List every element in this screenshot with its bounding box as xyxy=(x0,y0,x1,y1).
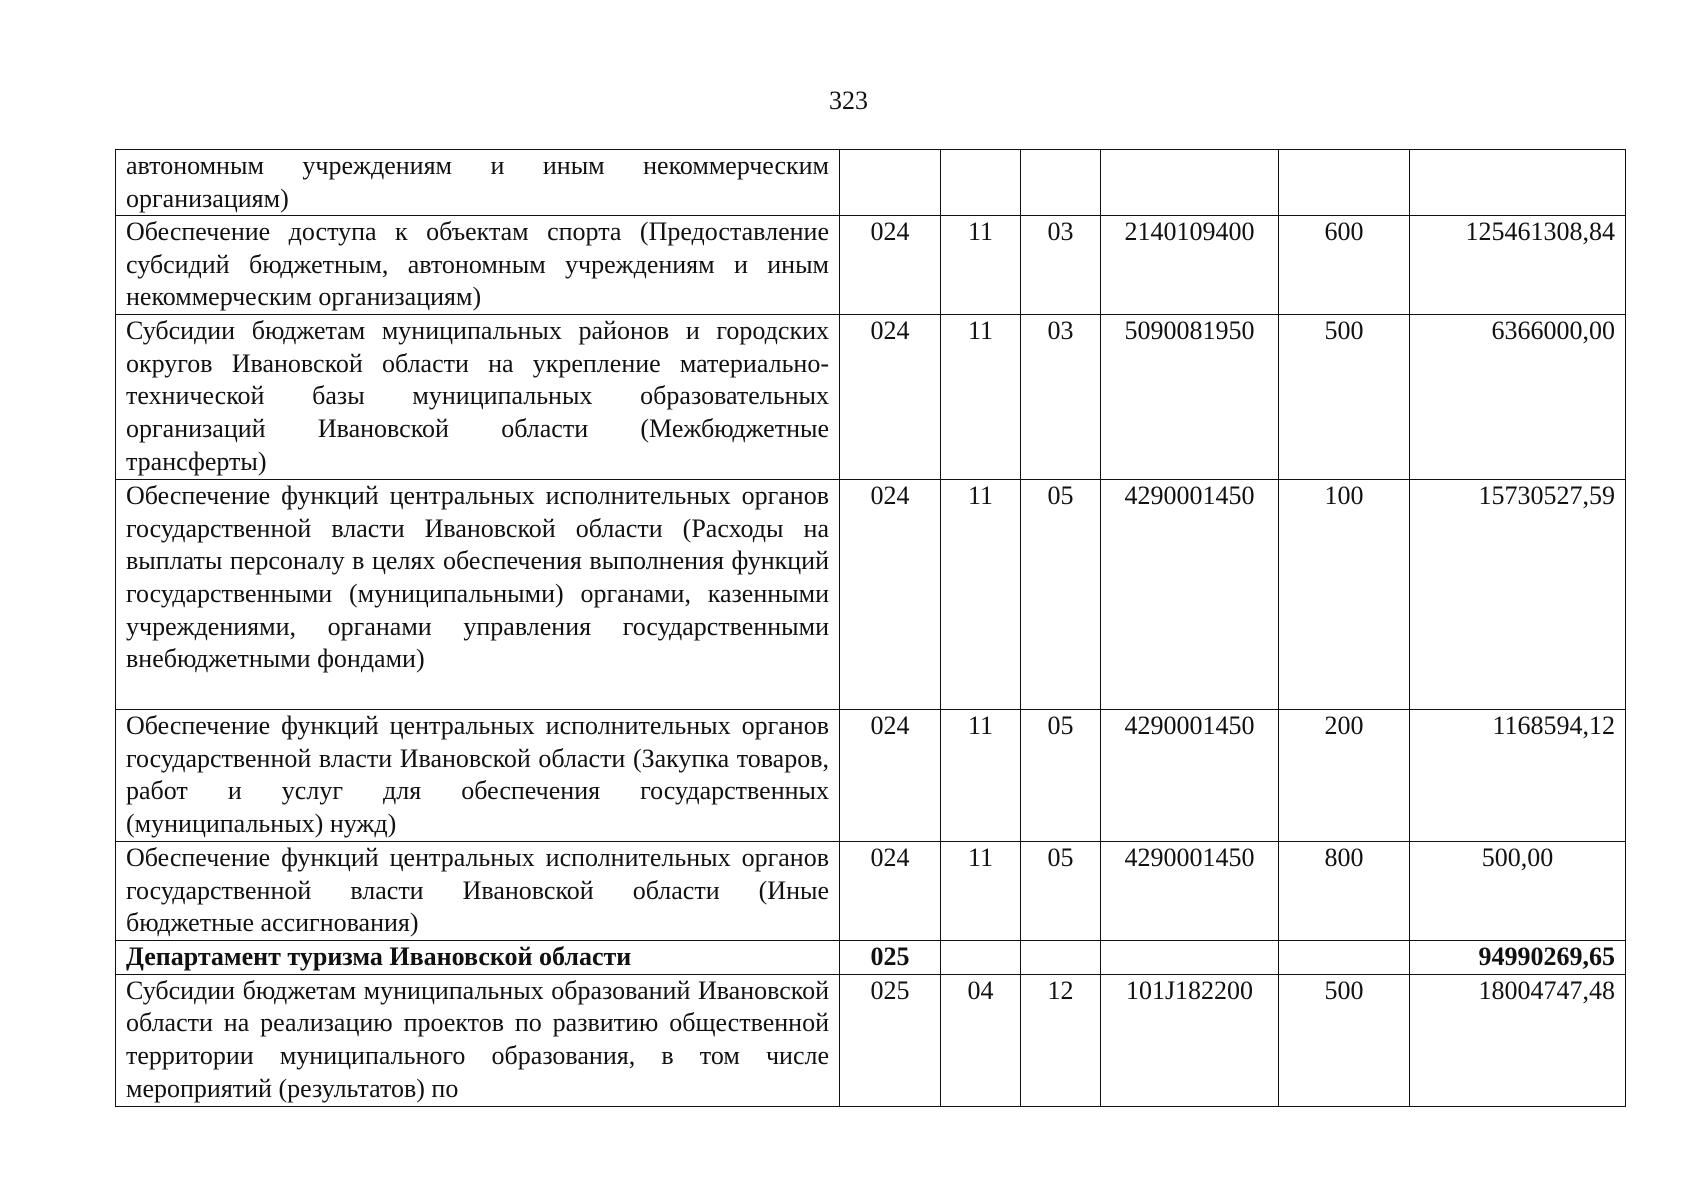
row-subsection-code: 05 xyxy=(1021,480,1101,710)
row-section-code xyxy=(941,150,1021,216)
row-sum: 125461308,84 xyxy=(1410,216,1626,315)
table-row xyxy=(116,842,1626,941)
row-sum xyxy=(1410,150,1626,216)
row-description: Субсидии бюджетам муниципальных образований Ивановской области на реализацию проектов по развитию общественной территории муниципального образования, в том числе мероприятий (результатов) по xyxy=(116,974,840,1106)
row-subsection-code: 03 xyxy=(1021,216,1101,315)
row-subsection-code: 05 xyxy=(1021,842,1101,941)
row-description: Департамент туризма Ивановской области xyxy=(116,941,840,975)
row-target-code: 2140109400 xyxy=(1101,216,1279,315)
row-subsection-code xyxy=(1021,150,1101,216)
row-sum: 15730527,59 xyxy=(1410,480,1626,710)
row-gp-code: 025 xyxy=(840,974,941,1106)
row-expense-type-code xyxy=(1279,150,1410,216)
page-number: 323 xyxy=(829,86,868,115)
row-description: автономным учреждениям и иным некоммерческим организациям) xyxy=(116,150,840,216)
table-row xyxy=(116,974,1626,1106)
row-expense-type-code: 200 xyxy=(1279,710,1410,842)
row-target-code: 4290001450 xyxy=(1101,710,1279,842)
row-sum: 18004747,48 xyxy=(1410,974,1626,1106)
row-gp-code: 024 xyxy=(840,710,941,842)
row-expense-type-code: 500 xyxy=(1279,315,1410,480)
row-gp-code: 024 xyxy=(840,480,941,710)
row-description: Обеспечение функций центральных исполнительных органов государственной власти Ивановской области (Закупка товаров, работ и услуг для обеспечения государственных (муниципальных) нужд) xyxy=(116,710,840,842)
row-sum: 94990269,65 xyxy=(1410,941,1626,975)
row-gp-code: 024 xyxy=(840,216,941,315)
row-section-code: 11 xyxy=(941,842,1021,941)
row-section-code: 11 xyxy=(941,216,1021,315)
row-gp-code xyxy=(840,150,941,216)
row-description: Обеспечение доступа к объектам спорта (Предоставление субсидий бюджетным, автономным учреждениям и иным некоммерческим организациям) xyxy=(116,216,840,315)
row-description: Субсидии бюджетам муниципальных районов и городских округов Ивановской области на укрепление материально-технической базы муниципальных образовательных организаций Ивановской области (Межбюджетные трансферты) xyxy=(116,315,840,480)
row-subsection-code xyxy=(1021,941,1101,975)
row-subsection-code: 03 xyxy=(1021,315,1101,480)
row-section-code: 11 xyxy=(941,480,1021,710)
row-sum: 1168594,12 xyxy=(1410,710,1626,842)
row-section-code: 11 xyxy=(941,315,1021,480)
budget-table xyxy=(115,149,1626,1107)
row-description: Обеспечение функций центральных исполнительных органов государственной власти Ивановской области (Иные бюджетные ассигнования) xyxy=(116,842,840,941)
table-row xyxy=(116,150,1626,216)
row-section-code: 11 xyxy=(941,710,1021,842)
table-row xyxy=(116,480,1626,710)
row-section-code xyxy=(941,941,1021,975)
row-expense-type-code: 600 xyxy=(1279,216,1410,315)
row-gp-code: 025 xyxy=(840,941,941,975)
row-sum: 6366000,00 xyxy=(1410,315,1626,480)
row-description: Обеспечение функций центральных исполнительных органов государственной власти Ивановской области (Расходы на выплаты персоналу в целях обеспечения выполнения функций государственными (муниципальными) органами, казенными учреждениями, органами управления государственными внебюджетными фондами) xyxy=(116,480,840,710)
row-target-code: 4290001450 xyxy=(1101,842,1279,941)
row-gp-code: 024 xyxy=(840,315,941,480)
row-section-code: 04 xyxy=(941,974,1021,1106)
table-row xyxy=(116,315,1626,480)
row-target-code xyxy=(1101,941,1279,975)
row-target-code xyxy=(1101,150,1279,216)
row-target-code: 4290001450 xyxy=(1101,480,1279,710)
row-target-code: 5090081950 xyxy=(1101,315,1279,480)
row-expense-type-code: 800 xyxy=(1279,842,1410,941)
row-subsection-code: 05 xyxy=(1021,710,1101,842)
table-row xyxy=(116,216,1626,315)
row-subsection-code: 12 xyxy=(1021,974,1101,1106)
table-row xyxy=(116,710,1626,842)
row-expense-type-code: 500 xyxy=(1279,974,1410,1106)
row-target-code: 101J182200 xyxy=(1101,974,1279,1106)
row-sum: 500,00 xyxy=(1410,842,1626,941)
row-gp-code: 024 xyxy=(840,842,941,941)
table-row-department xyxy=(116,941,1626,975)
row-expense-type-code: 100 xyxy=(1279,480,1410,710)
row-expense-type-code xyxy=(1279,941,1410,975)
